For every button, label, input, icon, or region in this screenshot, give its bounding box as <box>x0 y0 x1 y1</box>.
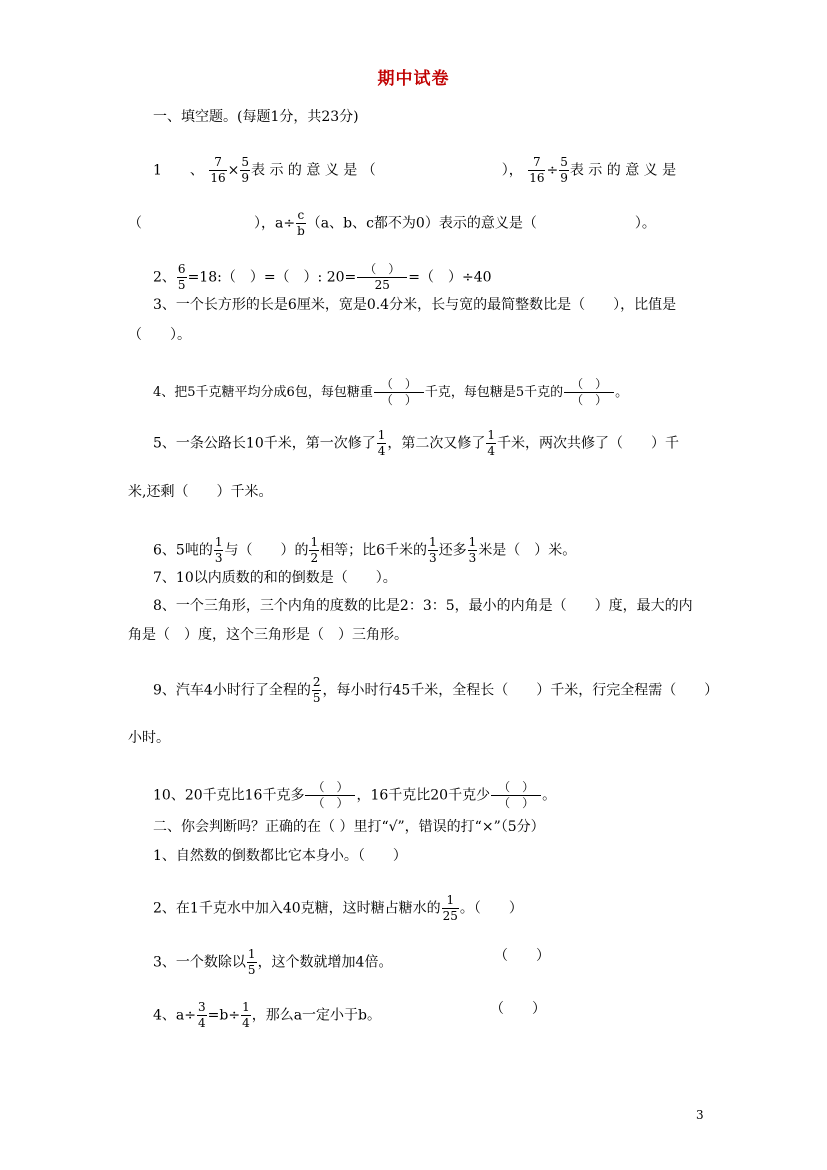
fraction-c-b <box>296 208 306 239</box>
q1-number: 1 、 <box>153 162 204 179</box>
fraction-numerator: c <box>297 208 305 222</box>
q4-text-a: 4、把5千克糖平均分成6包，每包糖重 <box>153 385 373 400</box>
fraction-blank-25 <box>357 262 407 293</box>
fraction-denominator: 5 <box>177 278 186 292</box>
q10-text-a: 10、20千克比16千克多 <box>153 787 305 804</box>
fraction-5-9-b <box>559 155 569 186</box>
fraction-denominator: b <box>297 224 305 238</box>
q2-text-c: =（ ）÷40 <box>408 269 492 286</box>
question-10 <box>153 780 556 811</box>
fraction-numerator: 1 <box>242 1000 250 1014</box>
fraction-blank-2 <box>564 377 614 408</box>
fraction-denominator: 4 <box>197 1016 206 1030</box>
fraction-6-5 <box>177 262 187 293</box>
q4-text-c: 。 <box>615 385 629 400</box>
fraction-1-3-b <box>428 535 438 566</box>
fraction-1-4-c <box>241 1000 251 1031</box>
question-2 <box>153 262 492 293</box>
question-9-line-1 <box>153 675 718 706</box>
fraction-numerator: 7 <box>209 155 226 171</box>
judge-4-blank: （ ） <box>490 1001 546 1017</box>
question-8-line-2: 角是（ ）度，这个三角形是（ ）三角形。 <box>128 627 408 643</box>
q6-text-a: 6、5吨的 <box>153 542 213 559</box>
q9-text-a: 9、汽车4小时行了全程的 <box>153 682 311 699</box>
fraction-3-4 <box>197 1000 207 1031</box>
q2-number: 2、 <box>153 269 176 286</box>
fraction-numerator: 5 <box>241 155 250 169</box>
fraction-numerator: 1 <box>468 535 477 549</box>
divide-sign: ÷ <box>546 162 559 179</box>
fraction-numerator: 1 <box>487 428 496 442</box>
question-6 <box>153 535 576 566</box>
page-number: 3 <box>696 1108 704 1122</box>
q10-text-b: ，16千克比20千克少 <box>356 787 491 804</box>
q6-text-e: 米是（ ）米。 <box>478 542 577 559</box>
question-9-line-2: 小时。 <box>128 730 170 746</box>
j2-text-b: 。（ ） <box>459 900 523 917</box>
fraction-numerator: 1 <box>429 535 437 549</box>
fraction-denominator: 5 <box>312 691 321 705</box>
times-sign: × <box>227 162 240 179</box>
question-5-line-2: 米,还剩（ ）千米。 <box>128 484 273 500</box>
q6-text-d: 还多 <box>438 542 467 559</box>
fraction-denominator: 4 <box>487 444 496 458</box>
question-8-line-1: 8、一个三角形，三个内角的度数的比是2：3：5，最小的内角是（ ）度，最大的内 <box>153 598 693 614</box>
fraction-numerator: 7 <box>528 155 545 171</box>
fraction-denominator: 9 <box>560 171 568 185</box>
fraction-denominator: 2 <box>310 551 319 565</box>
fraction-7-16 <box>209 155 226 186</box>
section-2-heading: 二、你会判断吗？正确的在（ ）里打“√”，错误的打“×”（5分） <box>153 819 545 835</box>
judge-2 <box>153 893 523 924</box>
fraction-numerator: 1 <box>442 893 459 909</box>
fraction-denominator: 3 <box>429 551 437 565</box>
q9-text-b: ，每小时行45千米，全程长（ ）千米，行完全程需（ ） <box>322 682 719 699</box>
fraction-denominator: （ ） <box>571 393 608 407</box>
fraction-blank-3 <box>305 780 355 811</box>
fraction-numerator: （ ） <box>357 262 407 278</box>
fraction-numerator: 1 <box>247 947 256 961</box>
question-3-line-2: （ ）。 <box>128 327 191 343</box>
fraction-5-9 <box>240 155 250 186</box>
j3-text-b: ，这个数就增加4倍。 <box>257 954 393 971</box>
question-7: 7、10以内质数的和的倒数是（ ）。 <box>153 570 397 586</box>
fraction-1-3-c <box>468 535 478 566</box>
fraction-denominator: （ ） <box>380 393 417 407</box>
fraction-1-3 <box>214 535 224 566</box>
fraction-denominator: 16 <box>210 171 226 185</box>
fraction-numerator: 1 <box>214 535 223 549</box>
fraction-1-4-b <box>486 428 496 459</box>
fraction-numerator: （ ） <box>491 780 541 796</box>
q5-text-a: 5、一条公路长10千米，第一次修了 <box>153 435 376 452</box>
fraction-1-5 <box>247 947 257 978</box>
j3-text-a: 3、一个数除以 <box>153 954 246 971</box>
q4-text-b: 千克，每包糖是5千克的 <box>424 385 564 400</box>
section-1-heading: 一、填空题。(每题1分，共23分) <box>153 109 359 125</box>
fraction-numerator: 1 <box>310 535 319 549</box>
fraction-1-25 <box>442 893 459 924</box>
judge-3-blank: （ ） <box>494 948 550 964</box>
fraction-numerator: 3 <box>197 1000 206 1014</box>
q1-text-c: 表 示 的 意 义 是 <box>569 162 677 179</box>
question-1-line-1 <box>153 155 676 186</box>
fraction-numerator: （ ） <box>374 377 424 393</box>
fraction-denominator: 4 <box>377 444 386 458</box>
question-1-line-2 <box>128 208 656 239</box>
fraction-denominator: 3 <box>214 551 223 565</box>
j2-text-a: 2、在1千克水中加入40克糖，这时糖占糖水的 <box>153 900 441 917</box>
fraction-2-5 <box>312 675 322 706</box>
judge-1: 1、自然数的倒数都比它本身小。（ ） <box>153 848 407 864</box>
page-title: 期中试卷 <box>377 69 450 89</box>
fraction-blank-1 <box>374 377 424 408</box>
fraction-denominator: 9 <box>241 171 250 185</box>
j4-text-a: 4、a÷ <box>153 1007 196 1024</box>
q1-text-e: （a、b、c都不为0）表示的意义是（ ）。 <box>306 215 656 232</box>
fraction-denominator: 5 <box>247 963 256 977</box>
question-5-line-1 <box>153 428 679 459</box>
fraction-denominator: 25 <box>442 909 458 923</box>
question-3-line-1: 3、一个长方形的长是6厘米，宽是0.4分米，长与宽的最简整数比是（ ），比值是 <box>153 297 677 313</box>
fraction-numerator: 5 <box>560 155 568 169</box>
fraction-denominator: （ ） <box>312 796 349 810</box>
fraction-denominator: 4 <box>242 1016 250 1030</box>
fraction-numerator: （ ） <box>564 377 614 393</box>
fraction-denominator: 3 <box>468 551 477 565</box>
q6-text-b: 与（ ）的 <box>224 542 309 559</box>
judge-4 <box>153 1000 381 1031</box>
fraction-blank-4 <box>491 780 541 811</box>
fraction-numerator: 1 <box>377 428 386 442</box>
fraction-numerator: 2 <box>312 675 321 689</box>
fraction-numerator: 6 <box>177 262 186 276</box>
j4-text-c: ，那么a一定小于b。 <box>251 1007 382 1024</box>
fraction-denominator: 25 <box>374 278 390 292</box>
j4-text-b: =b÷ <box>207 1007 241 1024</box>
q5-text-b: ，第二次又修了 <box>387 435 486 452</box>
q1-text-b: 表 示 的 意 义 是 （ ）， <box>251 162 523 179</box>
fraction-denominator: 16 <box>529 171 545 185</box>
q10-text-c: 。 <box>542 787 557 804</box>
fraction-1-4 <box>377 428 387 459</box>
fraction-denominator: （ ） <box>498 796 535 810</box>
q2-text-b: =18:（ ）=（ ）: 20= <box>187 269 357 286</box>
fraction-7-16-b <box>528 155 545 186</box>
q6-text-c: 相等；比6千米的 <box>320 542 428 559</box>
fraction-numerator: （ ） <box>305 780 355 796</box>
q1-text-d: （ ），a÷ <box>128 215 296 232</box>
judge-3 <box>153 947 392 978</box>
fraction-1-2 <box>309 535 319 566</box>
question-4 <box>153 377 628 408</box>
q5-text-c: 千米，两次共修了（ ）千 <box>497 435 680 452</box>
